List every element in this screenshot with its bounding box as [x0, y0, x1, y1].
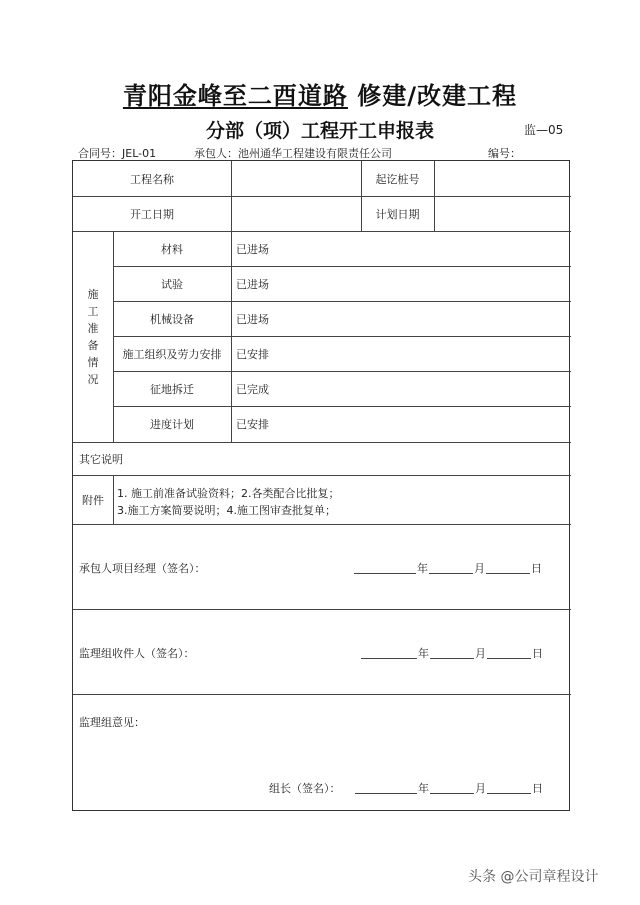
- day-blank[interactable]: [487, 658, 531, 659]
- start-date-label: 开工日期: [130, 207, 174, 221]
- day-blank[interactable]: [487, 793, 531, 794]
- prep-item-machinery: 机械设备: [150, 312, 194, 326]
- project-name-field[interactable]: [232, 161, 361, 196]
- year-blank[interactable]: [361, 658, 417, 659]
- contract-number: 合同号：JEL-01: [78, 147, 157, 160]
- attachment-line-2: 3.施工方案简要说明；4.施工图审查批复单；: [117, 504, 336, 517]
- year-blank[interactable]: [355, 793, 417, 794]
- prep-status-land: 已完成: [236, 382, 269, 396]
- other-notes-label: 其它说明: [79, 452, 123, 466]
- prep-status-machinery: 已进场: [236, 312, 269, 326]
- month-blank[interactable]: [430, 793, 474, 794]
- year-label: 年: [417, 562, 428, 575]
- contractor-manager-signature-label: 承包人项目经理（签名）：: [79, 562, 206, 575]
- construction-preparation-label: 施 工 准 备 情 况: [87, 287, 99, 386]
- contractor-name: 承包人：池州通华工程建设有限责任公司: [194, 147, 392, 160]
- prep-item-labor: 施工组织及劳力安排: [122, 347, 222, 361]
- start-stake-field[interactable]: [435, 161, 570, 196]
- prep-status-labor: 已安排: [236, 347, 269, 361]
- planned-date-label: 计划日期: [375, 207, 420, 221]
- month-label: 月: [474, 562, 485, 575]
- month-label: 月: [475, 647, 486, 660]
- team-leader-signature-label: 组长（签名）：: [269, 782, 341, 795]
- prep-item-testing: 试验: [161, 277, 183, 291]
- prep-item-schedule: 进度计划: [150, 418, 194, 431]
- attachment-line-1: 1. 施工前准备试验资料；2.各类配合比批复；: [117, 487, 340, 500]
- form-subtitle: 分部（项）工程开工申报表: [205, 120, 434, 142]
- month-blank[interactable]: [430, 658, 474, 659]
- supervisor-opinion-label: 监理组意见：: [79, 716, 145, 729]
- day-label: 日: [532, 782, 543, 795]
- application-form-table: [72, 160, 570, 811]
- prep-status-schedule: 已安排: [236, 418, 269, 431]
- year-label: 年: [418, 782, 429, 795]
- title-project-name: 青阳金峰至二酉道路: [122, 82, 348, 110]
- serial-number: 编号：: [488, 147, 521, 160]
- prep-item-land: 征地拆迁: [150, 382, 194, 396]
- start-date-field[interactable]: [232, 196, 361, 231]
- prep-status-materials: 已进场: [236, 242, 269, 256]
- source-watermark: 头条 @公司章程设计: [468, 869, 599, 885]
- prep-status-testing: 已进场: [236, 277, 269, 291]
- form-code: 监—05: [524, 123, 564, 137]
- project-name-label: 工程名称: [130, 172, 174, 186]
- title-project-type: 修建/改建工程: [347, 82, 518, 110]
- day-blank[interactable]: [486, 573, 530, 574]
- year-label: 年: [418, 647, 429, 660]
- start-stake-label: 起讫桩号: [375, 172, 420, 186]
- attachment-list: [117, 485, 340, 519]
- planned-date-field[interactable]: [435, 196, 570, 231]
- document-title: [0, 76, 640, 111]
- attachment-label: 附件: [82, 493, 104, 507]
- day-label: 日: [531, 562, 542, 575]
- supervisor-receiver-signature-label: 监理组收件人（签名）：: [79, 647, 195, 660]
- year-blank[interactable]: [354, 573, 416, 574]
- month-label: 月: [475, 782, 486, 795]
- day-label: 日: [532, 647, 543, 660]
- month-blank[interactable]: [429, 573, 473, 574]
- prep-item-materials: 材料: [161, 242, 183, 256]
